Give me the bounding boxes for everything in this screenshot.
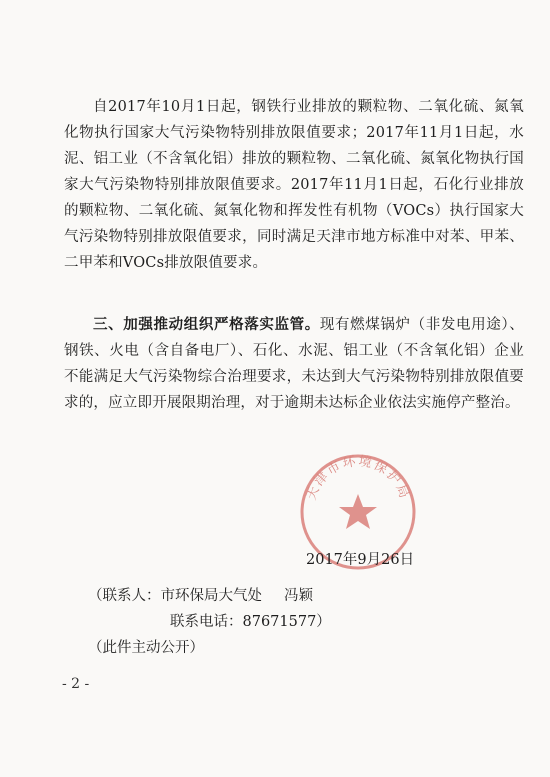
document-date: 2017年9月26日	[306, 552, 415, 568]
contact-label: （联系人：市环保局大气处	[88, 588, 262, 604]
seal-text: 天津市环境保护局	[304, 454, 412, 503]
paragraph-emission-limits: 自2017年10月1日起，钢铁行业排放的颗粒物、二氧化硫、氮氧化物执行国家大气污染物特别排放限值要求；2017年11月1日起，水泥、铝工业（不含氧化铝）排放的颗粒物、二氧化硫、氮氧化物执行国家大气污染物特别排放限值要求。2017年11月1日起，石化行业排放的颗粒物、二氧化硫、氮氧化物和挥发性有机物（VOCs）执行国家大气污染物特别排放限值要求，同时满足天津市地方标准中对苯、甲苯、二甲苯和VOCs排放限值要求。	[64, 99, 524, 271]
paragraph-section-3	[64, 312, 524, 416]
section-3-body: 现有燃煤锅炉（非发电用途）、钢铁、火电（含自备电厂）、石化、水泥、铝工业（不含氧化铝）企业不能满足大气污染物综合治理要求，未达到大气污染物特别排放限值要求的，应立即开展限期治理，对于逾期未达标企业依法实施停产整治。	[64, 317, 524, 411]
page-number: - 2 -	[62, 676, 90, 692]
section-3-heading: 三、加强推动组织严格落实监管。	[93, 316, 320, 333]
disclosure-note: （此件主动公开）	[88, 640, 204, 656]
contact-line	[88, 584, 313, 605]
contact-phone: 联系电话：87671577）	[170, 614, 331, 630]
contact-name: 冯颖	[284, 588, 313, 604]
